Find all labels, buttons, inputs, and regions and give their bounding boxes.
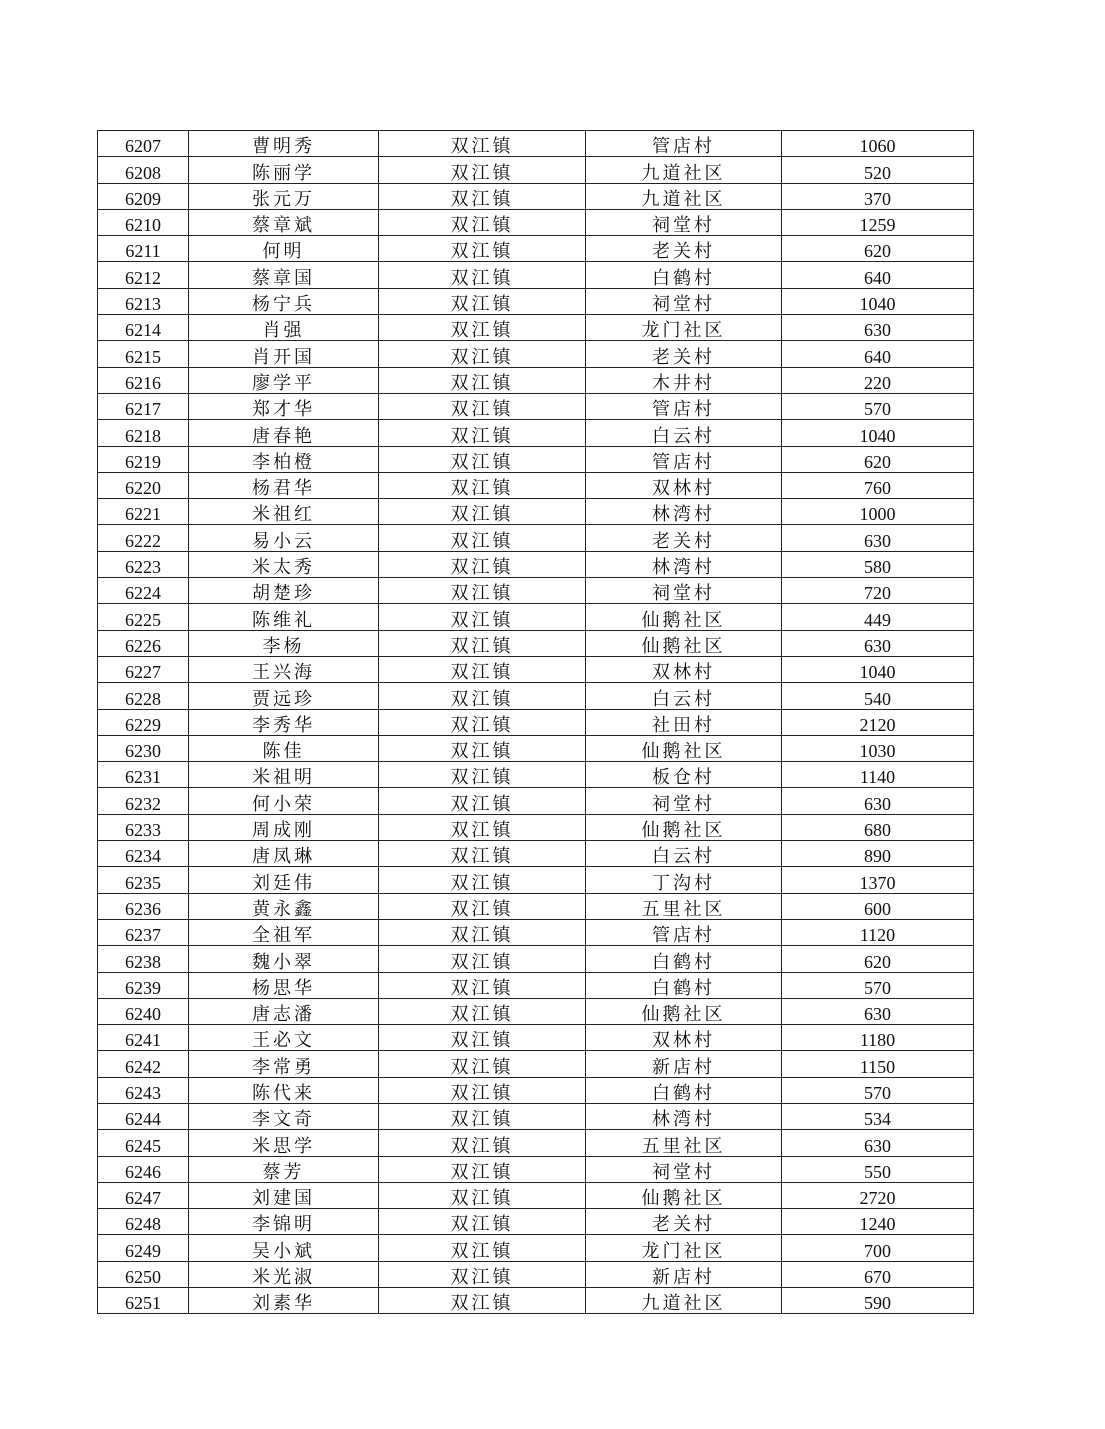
- village-cell: 新店村: [586, 1051, 782, 1077]
- amount-cell: 630: [782, 630, 974, 656]
- amount-cell: 2120: [782, 709, 974, 735]
- table-row: [98, 788, 974, 814]
- person-name-cell: 唐志潘: [189, 998, 379, 1024]
- village-cell: 老关村: [586, 525, 782, 551]
- table-row: [98, 762, 974, 788]
- village-cell: 祠堂村: [586, 1156, 782, 1182]
- table-row: [98, 867, 974, 893]
- person-name-cell: 刘廷伟: [189, 867, 379, 893]
- village-cell: 九道社区: [586, 183, 782, 209]
- village-cell: 白鹤村: [586, 1077, 782, 1103]
- village-cell: 祠堂村: [586, 788, 782, 814]
- town-cell: 双江镇: [379, 420, 586, 446]
- table-row: [98, 525, 974, 551]
- village-cell: 仙鹅社区: [586, 814, 782, 840]
- row-number-cell: 6224: [98, 578, 189, 604]
- row-number-cell: 6242: [98, 1051, 189, 1077]
- amount-cell: 449: [782, 604, 974, 630]
- village-cell: 白云村: [586, 420, 782, 446]
- person-name-cell: 米思学: [189, 1130, 379, 1156]
- person-name-cell: 唐春艳: [189, 420, 379, 446]
- amount-cell: 620: [782, 946, 974, 972]
- table-row: [98, 709, 974, 735]
- town-cell: 双江镇: [379, 262, 586, 288]
- amount-cell: 630: [782, 315, 974, 341]
- amount-cell: 1180: [782, 1025, 974, 1051]
- amount-cell: 1140: [782, 762, 974, 788]
- row-number-cell: 6246: [98, 1156, 189, 1182]
- table-row: [98, 472, 974, 498]
- town-cell: 双江镇: [379, 867, 586, 893]
- village-cell: 林湾村: [586, 499, 782, 525]
- village-cell: 双林村: [586, 472, 782, 498]
- amount-cell: 1240: [782, 1209, 974, 1235]
- amount-cell: 720: [782, 578, 974, 604]
- row-number-cell: 6227: [98, 656, 189, 682]
- amount-cell: 1030: [782, 735, 974, 761]
- row-number-cell: 6230: [98, 735, 189, 761]
- town-cell: 双江镇: [379, 972, 586, 998]
- row-number-cell: 6248: [98, 1209, 189, 1235]
- person-name-cell: 肖强: [189, 315, 379, 341]
- row-number-cell: 6237: [98, 919, 189, 945]
- village-cell: 白云村: [586, 841, 782, 867]
- village-cell: 社田村: [586, 709, 782, 735]
- table-row: [98, 578, 974, 604]
- town-cell: 双江镇: [379, 1051, 586, 1077]
- table-row: [98, 262, 974, 288]
- table-row: [98, 1235, 974, 1261]
- person-name-cell: 何小荣: [189, 788, 379, 814]
- village-cell: 丁沟村: [586, 867, 782, 893]
- table-row: [98, 393, 974, 419]
- town-cell: 双江镇: [379, 656, 586, 682]
- table-row: [98, 367, 974, 393]
- amount-cell: 640: [782, 341, 974, 367]
- person-name-cell: 陈代来: [189, 1077, 379, 1103]
- table-row: [98, 446, 974, 472]
- table-row: [98, 998, 974, 1024]
- town-cell: 双江镇: [379, 735, 586, 761]
- person-name-cell: 刘素华: [189, 1288, 379, 1314]
- person-name-cell: 米祖红: [189, 499, 379, 525]
- village-cell: 仙鹅社区: [586, 735, 782, 761]
- person-name-cell: 杨君华: [189, 472, 379, 498]
- row-number-cell: 6213: [98, 288, 189, 314]
- village-cell: 白云村: [586, 683, 782, 709]
- town-cell: 双江镇: [379, 1103, 586, 1129]
- town-cell: 双江镇: [379, 788, 586, 814]
- person-name-cell: 李秀华: [189, 709, 379, 735]
- person-name-cell: 黄永鑫: [189, 893, 379, 919]
- table-row: [98, 1077, 974, 1103]
- town-cell: 双江镇: [379, 998, 586, 1024]
- row-number-cell: 6245: [98, 1130, 189, 1156]
- person-name-cell: 张元万: [189, 183, 379, 209]
- row-number-cell: 6239: [98, 972, 189, 998]
- village-cell: 老关村: [586, 1209, 782, 1235]
- town-cell: 双江镇: [379, 157, 586, 183]
- row-number-cell: 6250: [98, 1261, 189, 1287]
- amount-cell: 590: [782, 1288, 974, 1314]
- person-name-cell: 李文奇: [189, 1103, 379, 1129]
- town-cell: 双江镇: [379, 1025, 586, 1051]
- person-name-cell: 米祖明: [189, 762, 379, 788]
- town-cell: 双江镇: [379, 893, 586, 919]
- amount-cell: 570: [782, 1077, 974, 1103]
- person-name-cell: 蔡芳: [189, 1156, 379, 1182]
- town-cell: 双江镇: [379, 183, 586, 209]
- table-row: [98, 1130, 974, 1156]
- row-number-cell: 6232: [98, 788, 189, 814]
- village-cell: 仙鹅社区: [586, 604, 782, 630]
- amount-cell: 640: [782, 262, 974, 288]
- village-cell: 木井村: [586, 367, 782, 393]
- table-row: [98, 946, 974, 972]
- row-number-cell: 6244: [98, 1103, 189, 1129]
- table-row: [98, 1209, 974, 1235]
- village-cell: 白鹤村: [586, 262, 782, 288]
- village-cell: 管店村: [586, 393, 782, 419]
- row-number-cell: 6228: [98, 683, 189, 709]
- town-cell: 双江镇: [379, 499, 586, 525]
- person-name-cell: 吴小斌: [189, 1235, 379, 1261]
- person-name-cell: 李杨: [189, 630, 379, 656]
- amount-cell: 520: [782, 157, 974, 183]
- town-cell: 双江镇: [379, 341, 586, 367]
- table-row: [98, 814, 974, 840]
- row-number-cell: 6240: [98, 998, 189, 1024]
- town-cell: 双江镇: [379, 525, 586, 551]
- amount-cell: 890: [782, 841, 974, 867]
- person-name-cell: 胡楚珍: [189, 578, 379, 604]
- town-cell: 双江镇: [379, 393, 586, 419]
- amount-cell: 370: [782, 183, 974, 209]
- row-number-cell: 6249: [98, 1235, 189, 1261]
- village-cell: 仙鹅社区: [586, 998, 782, 1024]
- person-name-cell: 李常勇: [189, 1051, 379, 1077]
- person-name-cell: 廖学平: [189, 367, 379, 393]
- row-number-cell: 6208: [98, 157, 189, 183]
- row-number-cell: 6251: [98, 1288, 189, 1314]
- table-row: [98, 841, 974, 867]
- table-row: [98, 420, 974, 446]
- row-number-cell: 6221: [98, 499, 189, 525]
- town-cell: 双江镇: [379, 814, 586, 840]
- amount-cell: 680: [782, 814, 974, 840]
- town-cell: 双江镇: [379, 551, 586, 577]
- amount-cell: 1040: [782, 288, 974, 314]
- amount-cell: 630: [782, 1130, 974, 1156]
- row-number-cell: 6215: [98, 341, 189, 367]
- person-name-cell: 王必文: [189, 1025, 379, 1051]
- row-number-cell: 6212: [98, 262, 189, 288]
- amount-cell: 534: [782, 1103, 974, 1129]
- person-name-cell: 杨宁兵: [189, 288, 379, 314]
- table-row: [98, 236, 974, 262]
- village-cell: 龙门社区: [586, 315, 782, 341]
- village-cell: 九道社区: [586, 1288, 782, 1314]
- table-row: [98, 1051, 974, 1077]
- village-cell: 老关村: [586, 341, 782, 367]
- amount-cell: 1040: [782, 656, 974, 682]
- person-name-cell: 米太秀: [189, 551, 379, 577]
- town-cell: 双江镇: [379, 1261, 586, 1287]
- table-row: [98, 1025, 974, 1051]
- person-name-cell: 郑才华: [189, 393, 379, 419]
- person-name-cell: 王兴海: [189, 656, 379, 682]
- amount-cell: 760: [782, 472, 974, 498]
- row-number-cell: 6210: [98, 209, 189, 235]
- row-number-cell: 6243: [98, 1077, 189, 1103]
- table-row: [98, 183, 974, 209]
- village-cell: 林湾村: [586, 551, 782, 577]
- table-body: [98, 131, 974, 1314]
- row-number-cell: 6211: [98, 236, 189, 262]
- table-row: [98, 972, 974, 998]
- village-cell: 仙鹅社区: [586, 1182, 782, 1208]
- person-name-cell: 曹明秀: [189, 131, 379, 157]
- table-row: [98, 683, 974, 709]
- town-cell: 双江镇: [379, 1209, 586, 1235]
- village-cell: 仙鹅社区: [586, 630, 782, 656]
- town-cell: 双江镇: [379, 1077, 586, 1103]
- person-name-cell: 周成刚: [189, 814, 379, 840]
- row-number-cell: 6217: [98, 393, 189, 419]
- village-cell: 祠堂村: [586, 288, 782, 314]
- person-name-cell: 全祖军: [189, 919, 379, 945]
- town-cell: 双江镇: [379, 446, 586, 472]
- amount-cell: 220: [782, 367, 974, 393]
- row-number-cell: 6220: [98, 472, 189, 498]
- amount-cell: 2720: [782, 1182, 974, 1208]
- person-name-cell: 李锦明: [189, 1209, 379, 1235]
- amount-cell: 620: [782, 236, 974, 262]
- town-cell: 双江镇: [379, 762, 586, 788]
- row-number-cell: 6247: [98, 1182, 189, 1208]
- amount-cell: 630: [782, 998, 974, 1024]
- amount-cell: 670: [782, 1261, 974, 1287]
- person-name-cell: 唐凤琳: [189, 841, 379, 867]
- village-cell: 白鹤村: [586, 946, 782, 972]
- table-row: [98, 157, 974, 183]
- table-row: [98, 656, 974, 682]
- row-number-cell: 6241: [98, 1025, 189, 1051]
- person-name-cell: 魏小翠: [189, 946, 379, 972]
- town-cell: 双江镇: [379, 131, 586, 157]
- row-number-cell: 6223: [98, 551, 189, 577]
- village-cell: 管店村: [586, 131, 782, 157]
- town-cell: 双江镇: [379, 630, 586, 656]
- amount-cell: 1370: [782, 867, 974, 893]
- table-row: [98, 131, 974, 157]
- row-number-cell: 6222: [98, 525, 189, 551]
- row-number-cell: 6233: [98, 814, 189, 840]
- village-cell: 双林村: [586, 656, 782, 682]
- village-cell: 龙门社区: [586, 1235, 782, 1261]
- town-cell: 双江镇: [379, 919, 586, 945]
- town-cell: 双江镇: [379, 578, 586, 604]
- person-name-cell: 米光淑: [189, 1261, 379, 1287]
- amount-cell: 600: [782, 893, 974, 919]
- person-name-cell: 蔡章国: [189, 262, 379, 288]
- village-cell: 祠堂村: [586, 209, 782, 235]
- town-cell: 双江镇: [379, 841, 586, 867]
- town-cell: 双江镇: [379, 1182, 586, 1208]
- person-name-cell: 杨思华: [189, 972, 379, 998]
- row-number-cell: 6226: [98, 630, 189, 656]
- town-cell: 双江镇: [379, 683, 586, 709]
- amount-cell: 1040: [782, 420, 974, 446]
- village-cell: 白鹤村: [586, 972, 782, 998]
- town-cell: 双江镇: [379, 1288, 586, 1314]
- amount-cell: 540: [782, 683, 974, 709]
- table-row: [98, 1103, 974, 1129]
- amount-cell: 570: [782, 972, 974, 998]
- person-name-cell: 刘建国: [189, 1182, 379, 1208]
- row-number-cell: 6238: [98, 946, 189, 972]
- town-cell: 双江镇: [379, 1156, 586, 1182]
- amount-cell: 700: [782, 1235, 974, 1261]
- town-cell: 双江镇: [379, 946, 586, 972]
- village-cell: 板仓村: [586, 762, 782, 788]
- village-cell: 管店村: [586, 919, 782, 945]
- amount-cell: 1259: [782, 209, 974, 235]
- table-row: [98, 209, 974, 235]
- table-row: [98, 341, 974, 367]
- village-cell: 老关村: [586, 236, 782, 262]
- amount-cell: 1150: [782, 1051, 974, 1077]
- amount-cell: 570: [782, 393, 974, 419]
- village-cell: 祠堂村: [586, 578, 782, 604]
- village-cell: 九道社区: [586, 157, 782, 183]
- row-number-cell: 6234: [98, 841, 189, 867]
- village-cell: 管店村: [586, 446, 782, 472]
- town-cell: 双江镇: [379, 236, 586, 262]
- table-row: [98, 288, 974, 314]
- amount-cell: 1000: [782, 499, 974, 525]
- town-cell: 双江镇: [379, 709, 586, 735]
- village-cell: 双林村: [586, 1025, 782, 1051]
- person-name-cell: 李柏橙: [189, 446, 379, 472]
- town-cell: 双江镇: [379, 209, 586, 235]
- row-number-cell: 6225: [98, 604, 189, 630]
- row-number-cell: 6216: [98, 367, 189, 393]
- person-name-cell: 何明: [189, 236, 379, 262]
- village-cell: 五里社区: [586, 1130, 782, 1156]
- table-row: [98, 551, 974, 577]
- town-cell: 双江镇: [379, 604, 586, 630]
- town-cell: 双江镇: [379, 1235, 586, 1261]
- town-cell: 双江镇: [379, 472, 586, 498]
- person-name-cell: 蔡章斌: [189, 209, 379, 235]
- row-number-cell: 6209: [98, 183, 189, 209]
- town-cell: 双江镇: [379, 288, 586, 314]
- row-number-cell: 6219: [98, 446, 189, 472]
- amount-cell: 580: [782, 551, 974, 577]
- table-row: [98, 1156, 974, 1182]
- table-row: [98, 735, 974, 761]
- table-row: [98, 630, 974, 656]
- village-cell: 五里社区: [586, 893, 782, 919]
- table-row: [98, 1261, 974, 1287]
- table-row: [98, 893, 974, 919]
- row-number-cell: 6231: [98, 762, 189, 788]
- row-number-cell: 6214: [98, 315, 189, 341]
- amount-cell: 1060: [782, 131, 974, 157]
- amount-cell: 630: [782, 525, 974, 551]
- row-number-cell: 6229: [98, 709, 189, 735]
- town-cell: 双江镇: [379, 367, 586, 393]
- person-name-cell: 陈佳: [189, 735, 379, 761]
- table-row: [98, 604, 974, 630]
- table-row: [98, 919, 974, 945]
- person-name-cell: 陈维礼: [189, 604, 379, 630]
- village-cell: 新店村: [586, 1261, 782, 1287]
- person-name-cell: 肖开国: [189, 341, 379, 367]
- table-row: [98, 315, 974, 341]
- table-row: [98, 499, 974, 525]
- amount-cell: 630: [782, 788, 974, 814]
- table-row: [98, 1288, 974, 1314]
- person-name-cell: 易小云: [189, 525, 379, 551]
- data-table: [97, 130, 974, 1314]
- amount-cell: 1120: [782, 919, 974, 945]
- table-row: [98, 1182, 974, 1208]
- row-number-cell: 6207: [98, 131, 189, 157]
- row-number-cell: 6236: [98, 893, 189, 919]
- amount-cell: 550: [782, 1156, 974, 1182]
- town-cell: 双江镇: [379, 315, 586, 341]
- row-number-cell: 6218: [98, 420, 189, 446]
- village-cell: 林湾村: [586, 1103, 782, 1129]
- person-name-cell: 陈丽学: [189, 157, 379, 183]
- row-number-cell: 6235: [98, 867, 189, 893]
- town-cell: 双江镇: [379, 1130, 586, 1156]
- person-name-cell: 贾远珍: [189, 683, 379, 709]
- amount-cell: 620: [782, 446, 974, 472]
